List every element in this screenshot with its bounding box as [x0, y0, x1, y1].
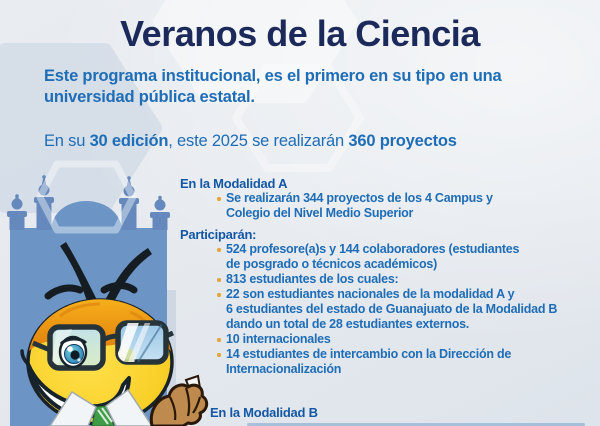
- intro-line: universidad pública estatal.: [44, 88, 255, 106]
- bullet-line: Internacionalización: [226, 362, 342, 376]
- edition-number: 30 edición: [89, 132, 169, 150]
- details-column: [180, 176, 596, 420]
- bullet-dot-icon: [217, 197, 221, 201]
- bullet-item: [180, 242, 596, 272]
- section-heading: Participarán:: [180, 227, 257, 242]
- section-heading: En la Modalidad A: [180, 176, 288, 191]
- bullet-item: [180, 332, 596, 347]
- bullet-line: 6 estudiantes del estado de Guanajuato de la Modalidad B: [226, 302, 558, 316]
- bullet-item: [180, 191, 596, 221]
- bullet-dot-icon: [217, 293, 221, 297]
- section-participaran: [180, 227, 596, 377]
- bullet-dot-icon: [217, 278, 221, 282]
- bullet-dot-icon: [217, 248, 221, 252]
- intro-paragraph: [44, 66, 501, 108]
- bullet-line: 813 estudiantes de los cuales:: [226, 272, 399, 286]
- bullet-line: 10 internacionales: [226, 332, 331, 346]
- bullet-line: dando un total de 28 estudiantes externos.: [226, 317, 470, 331]
- bullet-dot-icon: [217, 353, 221, 357]
- poster-title: Veranos de la Ciencia: [120, 13, 480, 54]
- bullet-line: 14 estudiantes de intercambio con la Dirección de: [226, 347, 512, 361]
- edition-text: En su: [44, 132, 90, 150]
- bullet-line: 524 profesore(a)s y 144 colaboradores (estudiantes: [226, 242, 520, 256]
- section-modalidad-a: [180, 176, 596, 221]
- edition-line: [44, 132, 457, 151]
- bullet-line: Se realizarán 344 proyectos de los 4 Campus y: [226, 191, 493, 205]
- intro-line: Este programa institucional, es el primero en su tipo en una: [44, 67, 502, 85]
- section-modalidad-b: En la Modalidad B: [210, 405, 318, 420]
- edition-number: 360 proyectos: [348, 132, 457, 150]
- bullet-item: [180, 287, 596, 332]
- edition-text: , este 2025 se realizarán: [168, 132, 349, 150]
- bullet-dot-icon: [217, 338, 221, 342]
- bullet-line: Colegio del Nivel Medio Superior: [226, 206, 414, 220]
- bullet-item: [180, 347, 596, 377]
- bullet-item: [180, 272, 596, 287]
- bullet-line: de posgrado o técnicos académicos): [226, 257, 438, 271]
- bullet-line: 22 son estudiantes nacionales de la modalidad A y: [226, 287, 515, 301]
